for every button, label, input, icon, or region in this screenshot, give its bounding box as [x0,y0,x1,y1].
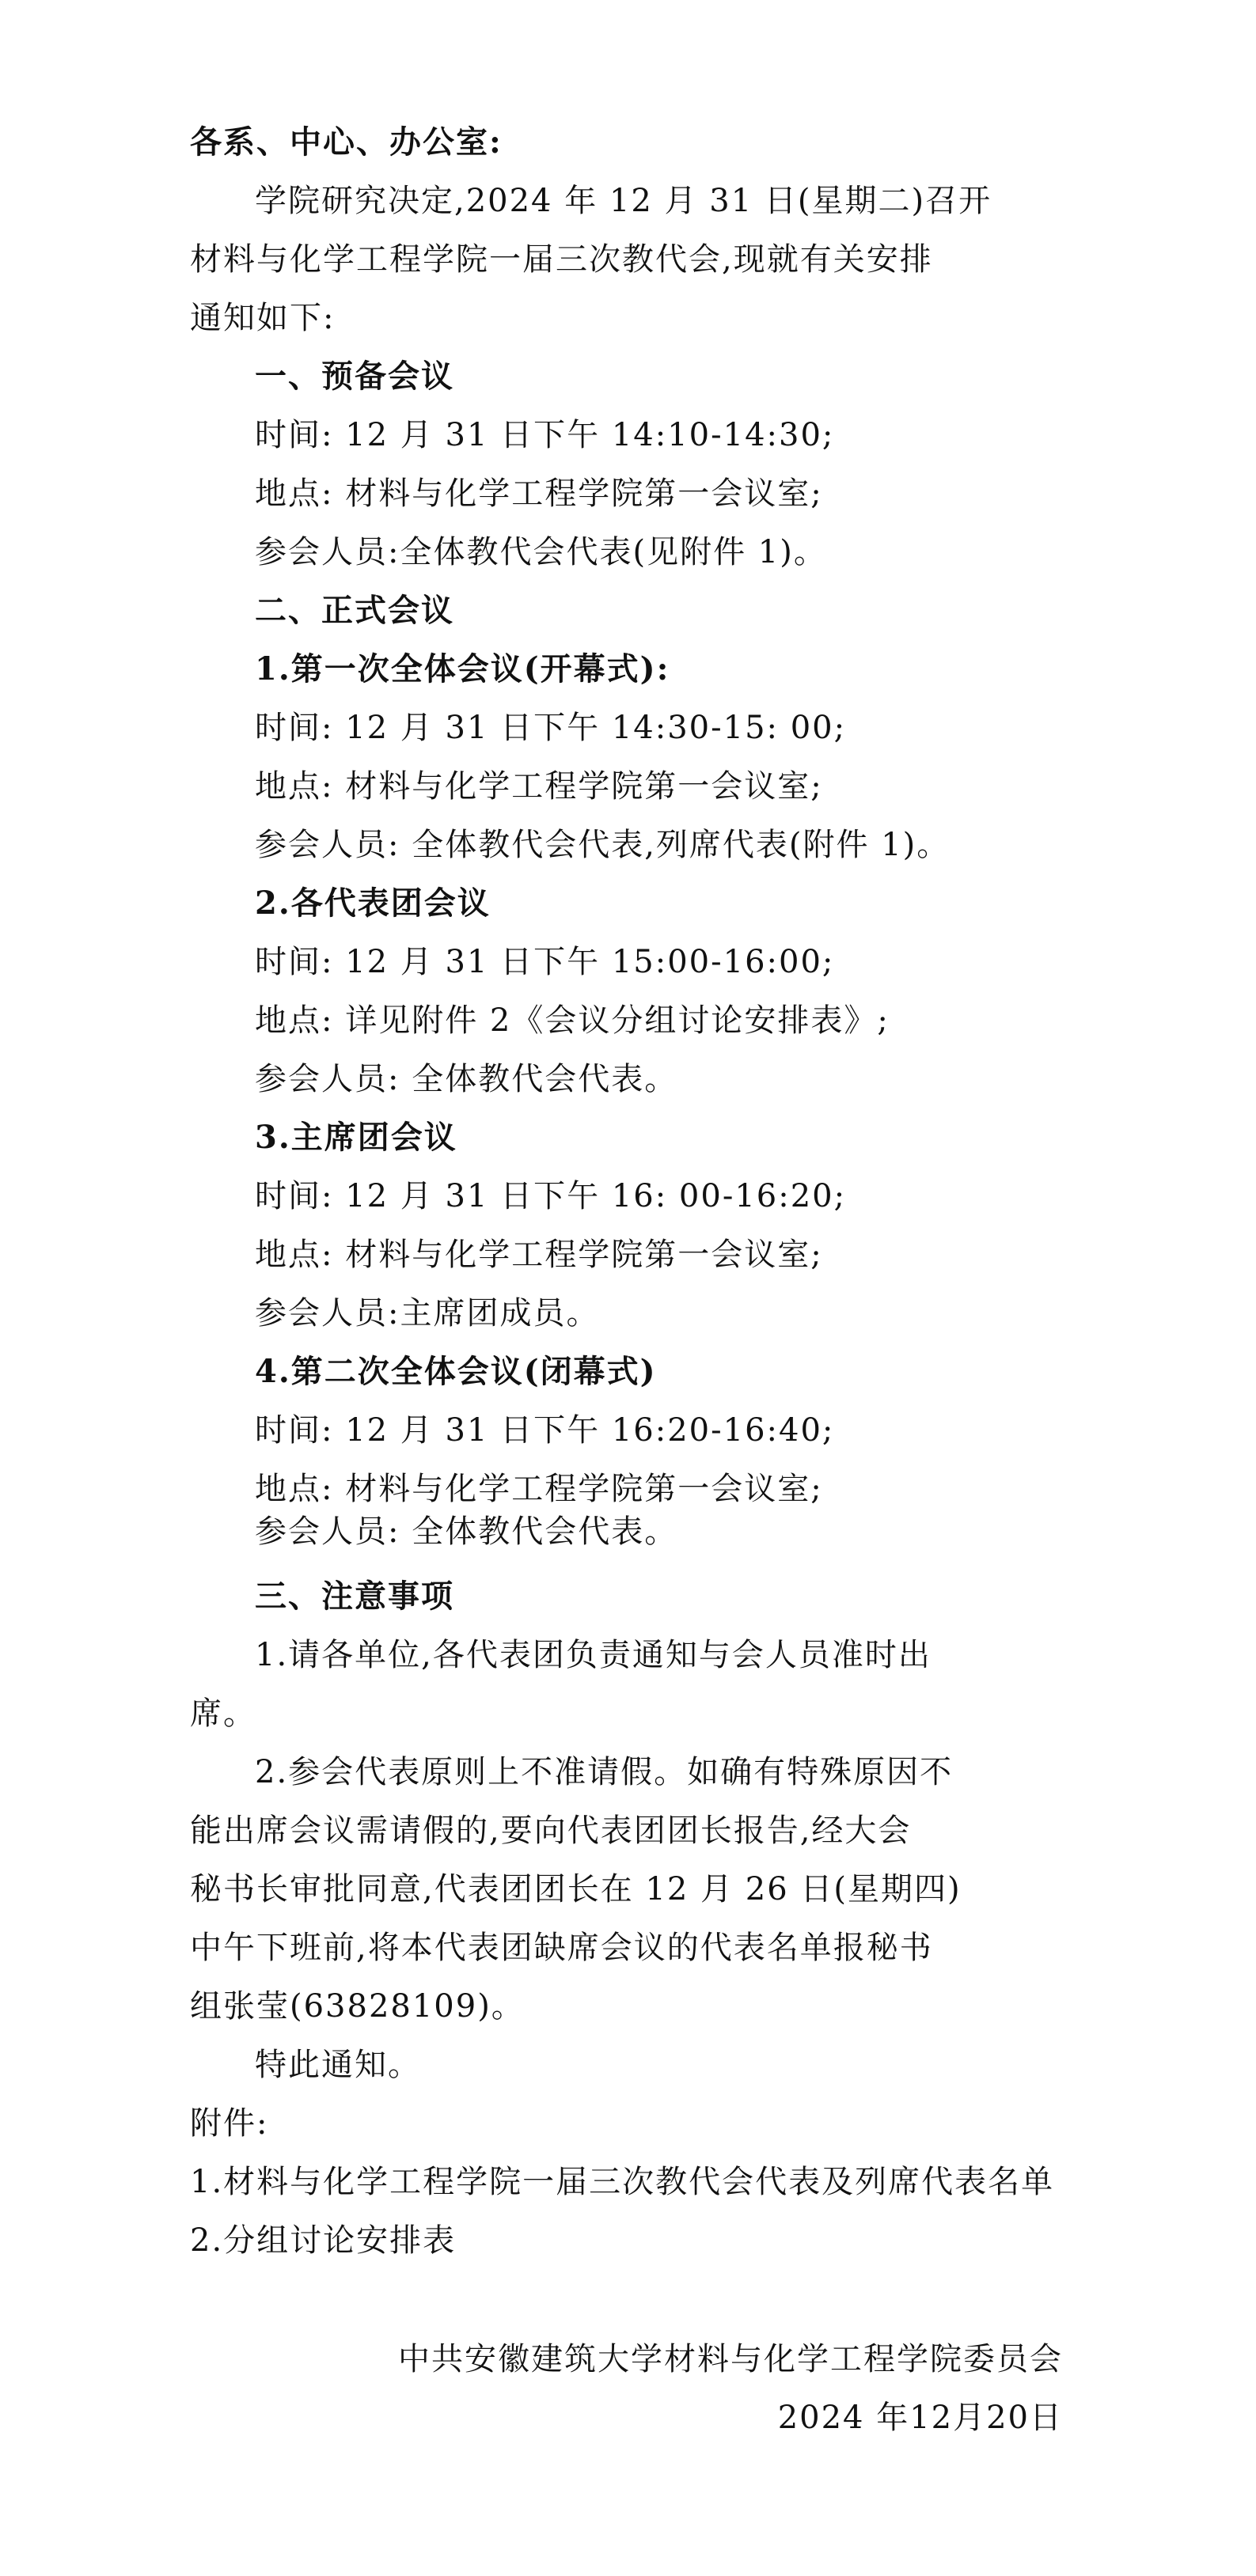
note-2-line-3: 秘书长审批同意,代表团团长在 12 月 26 日(星期四) [190,1871,962,1907]
section1-time: 时间: 12 月 31 日下午 14:10-14:30; [255,417,835,453]
note-2-line-5: 组张莹(63828109)。 [190,1988,525,2025]
section1-heading: 一、预备会议 [255,358,454,395]
intro-line-1: 学院研究决定,2024 年 12 月 31 日(星期二)召开 [255,183,992,219]
meeting-3-time: 时间: 12 月 31 日下午 16: 00-16:20; [255,1178,847,1214]
intro-line-2: 材料与化学工程学院一届三次教代会,现就有关安排 [190,241,933,278]
meeting-2-title: 2.各代表团会议 [255,885,491,922]
note-1-line-2: 席。 [190,1695,256,1732]
section1-place: 地点: 材料与化学工程学院第一会议室; [255,475,823,512]
meeting-4-title: 4.第二次全体会议(闭幕式) [255,1353,657,1390]
note-1-line-1: 1.请各单位,各代表团负责通知与会人员准时出 [255,1637,932,1673]
meeting-1-title: 1.第一次全体会议(开幕式): [255,650,670,688]
meeting-1-time: 时间: 12 月 31 日下午 14:30-15: 00; [255,710,847,746]
attachment-item-1: 1.材料与化学工程学院一届三次教代会代表及列席代表名单 [190,2164,1055,2200]
salutation: 各系、中心、办公室: [190,123,503,161]
meeting-4-time: 时间: 12 月 31 日下午 16:20-16:40; [255,1412,835,1449]
note-2-line-1: 2.参会代表原则上不准请假。如确有特殊原因不 [255,1754,954,1790]
section3-heading: 三、注意事项 [255,1578,454,1615]
meeting-2-attendees: 参会人员: 全体教代会代表。 [255,1061,678,1097]
meeting-2-time: 时间: 12 月 31 日下午 15:00-16:00; [255,944,835,980]
meeting-2-place: 地点: 详见附件 2《会议分组讨论安排表》; [255,1002,890,1039]
attachment-item-2: 2.分组讨论安排表 [190,2222,457,2259]
intro-line-3: 通知如下: [190,300,336,336]
section1-attendees: 参会人员:全体教代会代表(见附件 1)。 [255,534,827,570]
meeting-1-attendees: 参会人员: 全体教代会代表,列席代表(附件 1)。 [255,827,951,863]
signature-date: 2024 年12月20日 [777,2400,1063,2436]
meeting-3-place: 地点: 材料与化学工程学院第一会议室; [255,1237,823,1273]
note-2-line-2: 能出席会议需请假的,要向代表团团长报告,经大会 [190,1813,912,1849]
note-2-line-4: 中午下班前,将本代表团缺席会议的代表名单报秘书 [190,1930,933,1966]
closing-text: 特此通知。 [255,2047,421,2083]
attachments-label: 附件: [190,2105,269,2142]
section2-heading: 二、正式会议 [255,592,454,629]
meeting-1-place: 地点: 材料与化学工程学院第一会议室; [255,768,823,805]
meeting-3-title: 3.主席团会议 [255,1119,457,1156]
meeting-4-attendees: 参会人员: 全体教代会代表。 [255,1513,678,1550]
meeting-4-place: 地点: 材料与化学工程学院第一会议室; [255,1471,823,1507]
meeting-3-attendees: 参会人员:主席团成员。 [255,1295,600,1332]
signature-org: 中共安徽建筑大学材料与化学工程学院委员会 [398,2341,1063,2377]
